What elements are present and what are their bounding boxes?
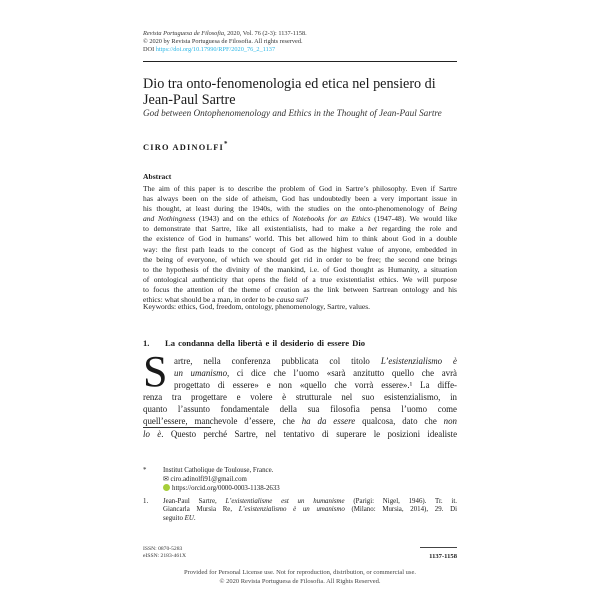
footnote-mark: 1. <box>143 497 149 505</box>
text-span: Jean-Paul Sartre, <box>163 497 226 505</box>
section-heading <box>143 338 365 348</box>
text-line <box>143 355 457 367</box>
affiliation-footnote <box>143 467 457 494</box>
text-line <box>143 234 457 244</box>
text-line <box>143 265 457 275</box>
italic-text: Notebooks for an Ethics <box>292 214 371 224</box>
license-footer <box>0 569 600 586</box>
text-span: ethics: what should be a man, in order to be <box>143 295 277 305</box>
text-line <box>143 214 457 224</box>
text-span: to the hypothesis of the divinity of the mankind, i.e. of God thought as Humanity, a situation <box>143 264 457 274</box>
footnote-rule <box>143 427 211 428</box>
italic-text: L’esistenzialismo è un umanismo <box>238 506 345 514</box>
issn: ISSN: 0870-5283 <box>143 546 183 552</box>
journal-name: Revista Portuguesa de Filosofia <box>143 30 224 37</box>
text-line <box>143 391 457 403</box>
text-span: to demonstrate that Sartre, like all existentialists, had to make a <box>143 224 368 234</box>
text-span: (1943) and on the ethics of <box>195 214 293 224</box>
footnote-1-text <box>163 498 457 524</box>
text-span: regarding the role and <box>377 224 457 234</box>
italic-text: un umanismo <box>174 368 228 379</box>
text-span: . <box>193 514 196 522</box>
text-span: seguito <box>163 514 185 522</box>
text-span: renza tra progettare e volere è strutturale nel suo esistenzialismo, in <box>143 392 457 403</box>
italic-text: causa sui <box>276 295 305 305</box>
text-span: . Questo perché Sartre, nel tentativo di superare le posizioni idealiste <box>161 428 458 439</box>
footnote-1 <box>143 498 457 524</box>
text-span: his thought, at least during the 1940s, with the studies on the onto-phenomenology of <box>143 204 440 214</box>
text-span: quanto l’assunto fondamentale della sua filosofia pensa l’uomo come <box>143 404 457 415</box>
author-name <box>143 140 229 152</box>
italic-text: and Nothingness <box>143 214 196 224</box>
text-span: , ci dice che l’uomo «sarà anzitutto quello che avrà <box>227 368 457 379</box>
text-span: The aim of this paper is to describe the problem of God in Sartre’s philosophy. Even if Sartre <box>143 184 457 193</box>
author-text: CIRO ADINOLFI <box>143 142 224 152</box>
text-span: quell’essere, manchevole d’essere, che <box>143 416 302 427</box>
text-line <box>163 515 457 524</box>
text-span: Giancarla Mursia Re, <box>163 506 239 514</box>
doi-label: DOI <box>143 46 155 54</box>
text-line <box>143 403 457 415</box>
eissn: eISSN: 2183-461X <box>143 553 187 560</box>
text-span: qualcosa, dato che <box>355 416 444 427</box>
text-line <box>163 506 457 515</box>
envelope-icon: ✉ <box>163 475 169 483</box>
text-line <box>143 275 457 285</box>
text-span: the being of everyone, of which we should get rid in order to be free; the second one brings <box>143 254 457 264</box>
text-line <box>143 415 457 427</box>
text-line <box>143 367 457 379</box>
text-span: ? <box>304 295 309 305</box>
text-line <box>143 428 457 440</box>
italic-text: EU <box>184 514 194 522</box>
section-title: La condanna della libertà e il desiderio di essere Dio <box>165 338 366 348</box>
text-line <box>143 255 457 265</box>
affiliation: Institut Catholique de Toulouse, France. <box>163 467 274 474</box>
page-range-rule <box>420 547 457 548</box>
copyright-notice: © 2020 by Revista Portuguesa de Filosofia. All rights reserved. <box>143 38 303 46</box>
drop-cap: S <box>143 347 168 396</box>
doi-link[interactable]: https://doi.org/10.17990/RPF/2020_76_2_1137 <box>155 46 276 54</box>
email-link[interactable]: ciro.adinolfi91@gmail.com <box>170 475 247 483</box>
text-line <box>143 379 457 391</box>
orcid-icon <box>163 484 170 491</box>
text-line <box>143 194 457 204</box>
footer-copyright: © 2020 Revista Portuguesa de Filosofia. All Rights Reserved. <box>219 577 381 585</box>
italic-text: L’esistenzialismo è <box>380 356 457 366</box>
issn-block <box>143 546 186 561</box>
italic-text: ha da essere <box>301 416 356 427</box>
orcid-link[interactable]: https://orcid.org/0000-0003-1138-2633 <box>172 485 280 493</box>
italic-text: lo è <box>143 428 162 439</box>
citation: , 2020, Vol. 76 (2-3): 1137-1158. <box>223 30 307 37</box>
italic-text: non <box>443 416 457 427</box>
page-range: 1137-1158 <box>429 553 457 560</box>
article-title: Dio tra onto-fenomenologia ed etica nel pensiero di Jean-Paul Sartre <box>143 76 436 108</box>
text-line <box>143 285 457 295</box>
journal-header <box>143 30 307 55</box>
text-span: to focus the attention of the theme of creation as the link between Sartrean ontology and his <box>143 284 457 294</box>
footnote-mark: * <box>143 467 147 474</box>
abstract-text <box>143 184 457 305</box>
license-notice: Provided for Personal License use. Not for reproduction, distribution, or commercial use. <box>184 569 416 576</box>
text-line <box>143 184 457 194</box>
header-rule <box>143 61 457 62</box>
text-span: the existence of God in humans’ world. This bet allowed him to think about God in a double <box>143 234 457 244</box>
text-span: (Milano: Mursia, 2014), 29. Di <box>344 506 457 514</box>
text-span: (Parigi: Nigel, 1946). Tr. it. <box>344 497 457 505</box>
text-span: has always been on the side of atheism, God has undoubtedly been a very important issue in <box>143 194 457 204</box>
italic-text: Being <box>439 204 457 214</box>
text-span: of ontological authenticity that opens the field of a true existentialist ethics. We will purpose <box>143 274 457 284</box>
text-span: progettato di essere» e non «quello che vorrà essere».¹ La diffe- <box>174 380 457 391</box>
text-line <box>143 224 457 234</box>
keywords: Keywords: ethics, God, freedom, ontology, phenomenology, Sartre, values. <box>143 302 371 311</box>
text-line <box>143 204 457 214</box>
author-footnote-mark[interactable]: * <box>223 140 229 148</box>
abstract-heading: Abstract <box>143 172 172 181</box>
text-line <box>143 245 457 255</box>
text-span: artre, nella conferenza pubblicata col titolo <box>174 356 381 366</box>
italic-text: bet <box>367 224 378 234</box>
article-subtitle: God between Ontophenomenology and Ethics in the Thought of Jean-Paul Sartre <box>143 108 442 118</box>
italic-text: L’existentialisme est un humanisme <box>225 497 345 505</box>
text-span: way: the first path leads to the concept of God as the highest value of anyone, embedded in <box>143 244 457 254</box>
footnotes <box>143 467 457 524</box>
text-line <box>163 498 457 507</box>
section-number: 1. <box>143 338 150 348</box>
text-span: (1947-48). We would like <box>370 214 457 224</box>
